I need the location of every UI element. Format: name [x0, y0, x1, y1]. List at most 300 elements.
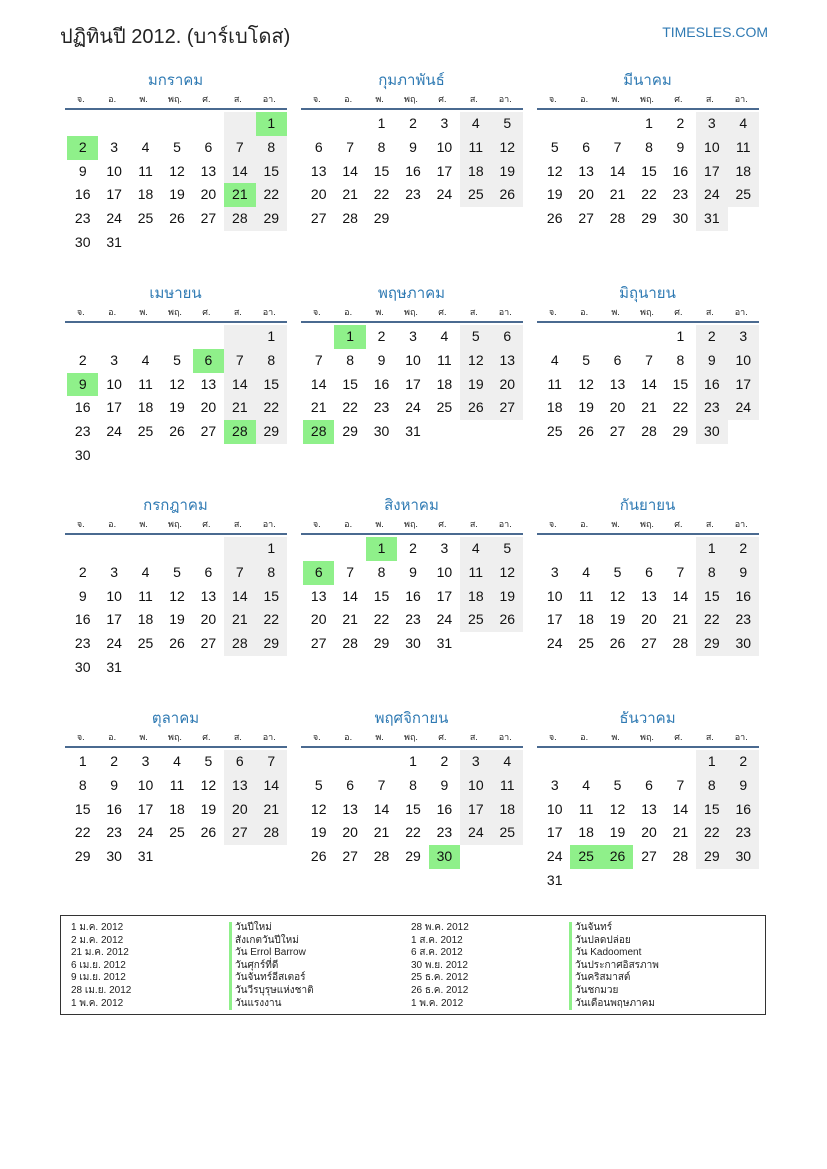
day-cell[interactable]: 7 [224, 349, 255, 373]
day-cell[interactable]: 27 [224, 821, 255, 845]
day-cell[interactable]: 19 [310, 824, 327, 841]
day-cell[interactable]: 22 [342, 399, 358, 416]
day-cell[interactable]: 14 [373, 800, 390, 817]
day-cell[interactable]: 29 [641, 210, 657, 227]
day-cell[interactable]: 23 [696, 396, 727, 420]
day-cell[interactable]: 30 [728, 845, 759, 869]
day-cell[interactable]: 21 [373, 824, 390, 841]
day-cell[interactable]: 18 [578, 611, 594, 628]
day-cell[interactable]: 12 [578, 375, 594, 392]
day-cell[interactable]: 4 [440, 328, 449, 344]
day-cell[interactable]: 20 [578, 186, 594, 203]
day-cell[interactable]: 17 [546, 824, 563, 841]
day-cell[interactable]: 10 [106, 587, 122, 604]
day-cell[interactable]: 29 [256, 207, 287, 231]
day-cell[interactable]: 16 [74, 399, 91, 416]
day-cell[interactable]: 31 [106, 233, 122, 250]
day-cell[interactable]: 21 [310, 399, 327, 416]
day-cell[interactable]: 18 [436, 375, 453, 392]
day-cell[interactable]: 13 [641, 587, 657, 604]
day-cell[interactable]: 9 [440, 776, 449, 793]
holiday-day-cell[interactable]: 26 [602, 845, 633, 869]
day-cell[interactable]: 10 [137, 776, 154, 793]
day-cell[interactable]: 26 [169, 423, 185, 440]
day-cell[interactable]: 22 [405, 824, 421, 841]
day-cell[interactable]: 29 [696, 632, 727, 656]
day-cell[interactable]: 30 [74, 658, 91, 675]
day-cell[interactable]: 5 [613, 563, 622, 580]
day-cell[interactable]: 20 [342, 824, 358, 841]
day-cell[interactable]: 15 [256, 160, 287, 184]
day-cell[interactable]: 7 [314, 351, 323, 368]
day-cell[interactable]: 3 [696, 112, 727, 136]
day-cell[interactable]: 12 [310, 800, 327, 817]
day-cell[interactable]: 11 [578, 587, 594, 604]
day-cell[interactable]: 28 [672, 848, 689, 865]
day-cell[interactable]: 3 [460, 750, 491, 774]
day-cell[interactable]: 6 [582, 138, 591, 155]
day-cell[interactable]: 29 [256, 420, 287, 444]
day-cell[interactable]: 27 [609, 423, 626, 440]
day-cell[interactable]: 29 [373, 635, 390, 652]
day-cell[interactable]: 5 [582, 351, 591, 368]
day-cell[interactable]: 26 [200, 824, 217, 841]
day-cell[interactable]: 26 [492, 608, 523, 632]
day-cell[interactable]: 6 [224, 750, 255, 774]
day-cell[interactable]: 24 [460, 821, 491, 845]
day-cell[interactable]: 2 [696, 325, 727, 349]
day-cell[interactable]: 30 [373, 423, 390, 440]
day-cell[interactable]: 10 [436, 138, 453, 155]
day-cell[interactable]: 3 [728, 325, 759, 349]
day-cell[interactable]: 14 [609, 162, 626, 179]
day-cell[interactable]: 17 [728, 373, 759, 397]
day-cell[interactable]: 13 [200, 375, 217, 392]
day-cell[interactable]: 26 [609, 635, 626, 652]
day-cell[interactable]: 19 [460, 373, 491, 397]
day-cell[interactable]: 5 [492, 112, 523, 136]
day-cell[interactable]: 6 [346, 776, 355, 793]
day-cell[interactable]: 2 [377, 328, 386, 344]
day-cell[interactable]: 25 [137, 635, 154, 652]
day-cell[interactable]: 28 [342, 210, 358, 227]
day-cell[interactable]: 26 [546, 210, 563, 227]
day-cell[interactable]: 16 [106, 800, 122, 817]
day-cell[interactable]: 9 [409, 138, 417, 155]
day-cell[interactable]: 27 [641, 848, 657, 865]
day-cell[interactable]: 21 [609, 186, 626, 203]
day-cell[interactable]: 22 [256, 396, 287, 420]
day-cell[interactable]: 4 [141, 351, 150, 368]
day-cell[interactable]: 15 [696, 585, 727, 609]
day-cell[interactable]: 24 [546, 635, 563, 652]
day-cell[interactable]: 4 [492, 750, 523, 774]
day-cell[interactable]: 8 [256, 136, 287, 160]
day-cell[interactable]: 15 [405, 800, 421, 817]
day-cell[interactable]: 23 [373, 399, 390, 416]
day-cell[interactable]: 18 [460, 585, 491, 609]
day-cell[interactable]: 1 [409, 753, 417, 769]
day-cell[interactable]: 10 [696, 136, 727, 160]
day-cell[interactable]: 12 [200, 776, 217, 793]
day-cell[interactable]: 15 [256, 585, 287, 609]
day-cell[interactable]: 23 [74, 210, 91, 227]
day-cell[interactable]: 7 [224, 561, 255, 585]
day-cell[interactable]: 23 [728, 821, 759, 845]
day-cell[interactable]: 9 [78, 587, 87, 604]
day-cell[interactable]: 8 [377, 138, 386, 155]
day-cell[interactable]: 11 [138, 375, 153, 392]
day-cell[interactable]: 3 [141, 753, 150, 769]
day-cell[interactable]: 7 [224, 136, 255, 160]
day-cell[interactable]: 2 [409, 115, 417, 131]
day-cell[interactable]: 19 [492, 160, 523, 184]
day-cell[interactable]: 2 [78, 563, 87, 580]
holiday-day-cell[interactable]: 2 [67, 136, 98, 160]
day-cell[interactable]: 21 [342, 611, 358, 628]
day-cell[interactable]: 28 [342, 635, 358, 652]
holiday-day-cell[interactable]: 28 [303, 420, 334, 444]
day-cell[interactable]: 14 [256, 774, 287, 798]
day-cell[interactable]: 13 [609, 375, 626, 392]
holiday-day-cell[interactable]: 25 [570, 845, 601, 869]
day-cell[interactable]: 13 [200, 162, 217, 179]
day-cell[interactable]: 10 [546, 587, 563, 604]
day-cell[interactable]: 6 [492, 325, 523, 349]
day-cell[interactable]: 13 [342, 800, 358, 817]
day-cell[interactable]: 30 [728, 632, 759, 656]
day-cell[interactable]: 11 [460, 561, 491, 585]
day-cell[interactable]: 3 [110, 138, 119, 155]
day-cell[interactable]: 11 [547, 375, 562, 392]
day-cell[interactable]: 27 [310, 635, 327, 652]
holiday-day-cell[interactable]: 28 [224, 420, 255, 444]
day-cell[interactable]: 9 [78, 162, 87, 179]
day-cell[interactable]: 25 [578, 635, 594, 652]
day-cell[interactable]: 6 [645, 776, 653, 793]
day-cell[interactable]: 22 [696, 608, 727, 632]
day-cell[interactable]: 16 [436, 800, 453, 817]
day-cell[interactable]: 12 [492, 561, 523, 585]
day-cell[interactable]: 25 [169, 824, 185, 841]
day-cell[interactable]: 5 [492, 537, 523, 561]
day-cell[interactable]: 27 [200, 635, 217, 652]
day-cell[interactable]: 17 [436, 162, 453, 179]
day-cell[interactable]: 16 [696, 373, 727, 397]
day-cell[interactable]: 27 [310, 210, 327, 227]
day-cell[interactable]: 8 [676, 351, 685, 368]
day-cell[interactable]: 31 [436, 635, 453, 652]
day-cell[interactable]: 3 [550, 563, 559, 580]
day-cell[interactable]: 4 [460, 537, 491, 561]
day-cell[interactable]: 22 [696, 821, 727, 845]
day-cell[interactable]: 22 [256, 183, 287, 207]
day-cell[interactable]: 11 [138, 162, 153, 179]
day-cell[interactable]: 13 [641, 800, 657, 817]
day-cell[interactable]: 16 [373, 375, 390, 392]
day-cell[interactable]: 1 [696, 750, 727, 774]
day-cell[interactable]: 28 [672, 635, 689, 652]
day-cell[interactable]: 15 [256, 373, 287, 397]
day-cell[interactable]: 31 [405, 423, 421, 440]
day-cell[interactable]: 20 [609, 399, 626, 416]
day-cell[interactable]: 5 [460, 325, 491, 349]
day-cell[interactable]: 23 [74, 423, 91, 440]
day-cell[interactable]: 15 [641, 162, 657, 179]
day-cell[interactable]: 4 [582, 563, 591, 580]
day-cell[interactable]: 10 [436, 563, 453, 580]
day-cell[interactable]: 26 [460, 396, 491, 420]
day-cell[interactable]: 23 [405, 611, 421, 628]
day-cell[interactable]: 5 [613, 776, 622, 793]
day-cell[interactable]: 18 [546, 399, 563, 416]
day-cell[interactable]: 21 [672, 611, 689, 628]
day-cell[interactable]: 9 [377, 351, 386, 368]
day-cell[interactable]: 1 [78, 753, 87, 769]
day-cell[interactable]: 12 [169, 375, 185, 392]
day-cell[interactable]: 26 [169, 210, 185, 227]
day-cell[interactable]: 1 [696, 537, 727, 561]
day-cell[interactable]: 14 [342, 162, 358, 179]
day-cell[interactable]: 24 [436, 611, 453, 628]
day-cell[interactable]: 10 [728, 349, 759, 373]
day-cell[interactable]: 30 [74, 233, 91, 250]
day-cell[interactable]: 8 [78, 776, 87, 793]
holiday-day-cell[interactable]: 1 [334, 325, 365, 349]
day-cell[interactable]: 11 [138, 587, 153, 604]
day-cell[interactable]: 12 [546, 162, 563, 179]
day-cell[interactable]: 15 [74, 800, 91, 817]
day-cell[interactable]: 24 [728, 396, 759, 420]
day-cell[interactable]: 12 [609, 587, 626, 604]
day-cell[interactable]: 21 [224, 608, 255, 632]
day-cell[interactable]: 23 [405, 186, 421, 203]
day-cell[interactable]: 9 [696, 349, 727, 373]
holiday-day-cell[interactable]: 30 [429, 845, 460, 869]
day-cell[interactable]: 21 [224, 396, 255, 420]
day-cell[interactable]: 17 [696, 160, 727, 184]
day-cell[interactable]: 28 [609, 210, 626, 227]
day-cell[interactable]: 16 [728, 798, 759, 822]
day-cell[interactable]: 26 [492, 183, 523, 207]
day-cell[interactable]: 13 [578, 162, 594, 179]
day-cell[interactable]: 22 [74, 824, 91, 841]
day-cell[interactable]: 25 [492, 821, 523, 845]
day-cell[interactable]: 1 [676, 328, 685, 344]
day-cell[interactable]: 18 [137, 186, 154, 203]
holiday-day-cell[interactable]: 1 [366, 537, 397, 561]
day-cell[interactable]: 29 [672, 423, 689, 440]
day-cell[interactable]: 17 [106, 611, 122, 628]
day-cell[interactable]: 29 [74, 848, 91, 865]
day-cell[interactable]: 6 [204, 138, 213, 155]
day-cell[interactable]: 1 [256, 537, 287, 561]
day-cell[interactable]: 10 [460, 774, 491, 798]
day-cell[interactable]: 14 [310, 375, 327, 392]
day-cell[interactable]: 16 [74, 611, 91, 628]
day-cell[interactable]: 3 [409, 328, 417, 344]
day-cell[interactable]: 14 [224, 585, 255, 609]
day-cell[interactable]: 16 [405, 587, 421, 604]
day-cell[interactable]: 2 [78, 351, 87, 368]
day-cell[interactable]: 12 [609, 800, 626, 817]
day-cell[interactable]: 26 [169, 635, 185, 652]
day-cell[interactable]: 20 [492, 373, 523, 397]
day-cell[interactable]: 30 [74, 446, 91, 463]
day-cell[interactable]: 20 [641, 824, 657, 841]
day-cell[interactable]: 8 [377, 563, 386, 580]
day-cell[interactable]: 2 [409, 540, 417, 556]
day-cell[interactable]: 28 [373, 848, 390, 865]
day-cell[interactable]: 12 [169, 162, 185, 179]
day-cell[interactable]: 4 [728, 112, 759, 136]
day-cell[interactable]: 27 [492, 396, 523, 420]
day-cell[interactable]: 25 [137, 423, 154, 440]
holiday-day-cell[interactable]: 9 [67, 373, 98, 397]
day-cell[interactable]: 17 [106, 399, 122, 416]
day-cell[interactable]: 31 [546, 871, 563, 888]
day-cell[interactable]: 9 [110, 776, 119, 793]
day-cell[interactable]: 19 [169, 611, 185, 628]
day-cell[interactable]: 20 [200, 186, 217, 203]
day-cell[interactable]: 11 [437, 351, 452, 368]
day-cell[interactable]: 11 [460, 136, 491, 160]
day-cell[interactable]: 20 [310, 611, 327, 628]
day-cell[interactable]: 9 [728, 561, 759, 585]
day-cell[interactable]: 28 [224, 207, 255, 231]
day-cell[interactable]: 7 [346, 138, 355, 155]
day-cell[interactable]: 3 [440, 115, 449, 131]
day-cell[interactable]: 17 [546, 611, 563, 628]
day-cell[interactable]: 3 [110, 563, 119, 580]
day-cell[interactable]: 5 [173, 351, 181, 368]
day-cell[interactable]: 11 [492, 774, 523, 798]
day-cell[interactable]: 18 [137, 399, 154, 416]
day-cell[interactable]: 8 [645, 138, 653, 155]
day-cell[interactable]: 19 [169, 186, 185, 203]
day-cell[interactable]: 5 [204, 753, 213, 769]
day-cell[interactable]: 10 [106, 162, 122, 179]
site-brand-link[interactable]: TIMESLES.COM [662, 24, 768, 40]
day-cell[interactable]: 19 [169, 399, 185, 416]
day-cell[interactable]: 26 [310, 848, 327, 865]
day-cell[interactable]: 19 [546, 186, 563, 203]
day-cell[interactable]: 8 [256, 561, 287, 585]
day-cell[interactable]: 15 [373, 587, 390, 604]
day-cell[interactable]: 25 [460, 183, 491, 207]
day-cell[interactable]: 5 [173, 563, 181, 580]
day-cell[interactable]: 11 [728, 136, 759, 160]
day-cell[interactable]: 10 [106, 375, 122, 392]
day-cell[interactable]: 12 [169, 587, 185, 604]
day-cell[interactable]: 15 [696, 798, 727, 822]
day-cell[interactable]: 13 [310, 162, 327, 179]
day-cell[interactable]: 17 [405, 375, 421, 392]
day-cell[interactable]: 9 [409, 563, 417, 580]
holiday-day-cell[interactable]: 21 [224, 183, 255, 207]
day-cell[interactable]: 2 [110, 753, 119, 769]
day-cell[interactable]: 16 [74, 186, 91, 203]
day-cell[interactable]: 8 [346, 351, 355, 368]
day-cell[interactable]: 3 [440, 540, 449, 556]
day-cell[interactable]: 8 [409, 776, 417, 793]
day-cell[interactable]: 6 [314, 138, 323, 155]
day-cell[interactable]: 31 [696, 207, 727, 231]
day-cell[interactable]: 15 [672, 375, 689, 392]
day-cell[interactable]: 17 [460, 798, 491, 822]
day-cell[interactable]: 28 [641, 423, 657, 440]
day-cell[interactable]: 11 [578, 800, 594, 817]
day-cell[interactable]: 21 [672, 824, 689, 841]
day-cell[interactable]: 20 [641, 611, 657, 628]
day-cell[interactable]: 30 [672, 210, 689, 227]
day-cell[interactable]: 24 [436, 186, 453, 203]
day-cell[interactable]: 20 [310, 186, 327, 203]
day-cell[interactable]: 13 [310, 587, 327, 604]
day-cell[interactable]: 24 [106, 423, 122, 440]
day-cell[interactable]: 4 [141, 138, 150, 155]
day-cell[interactable]: 12 [460, 349, 491, 373]
day-cell[interactable]: 29 [373, 210, 390, 227]
day-cell[interactable]: 3 [550, 776, 559, 793]
day-cell[interactable]: 7 [676, 776, 685, 793]
day-cell[interactable]: 6 [204, 563, 213, 580]
day-cell[interactable]: 25 [546, 423, 563, 440]
day-cell[interactable]: 7 [645, 351, 653, 368]
day-cell[interactable]: 19 [492, 585, 523, 609]
day-cell[interactable]: 25 [728, 183, 759, 207]
day-cell[interactable]: 21 [641, 399, 657, 416]
day-cell[interactable]: 21 [342, 186, 358, 203]
day-cell[interactable]: 10 [546, 800, 563, 817]
day-cell[interactable]: 29 [405, 848, 421, 865]
day-cell[interactable]: 19 [200, 800, 217, 817]
day-cell[interactable]: 1 [645, 115, 653, 131]
day-cell[interactable]: 12 [492, 136, 523, 160]
day-cell[interactable]: 23 [436, 824, 453, 841]
day-cell[interactable]: 7 [346, 563, 355, 580]
day-cell[interactable]: 14 [672, 587, 689, 604]
day-cell[interactable]: 23 [106, 824, 122, 841]
day-cell[interactable]: 27 [578, 210, 594, 227]
day-cell[interactable]: 9 [728, 774, 759, 798]
day-cell[interactable]: 22 [641, 186, 657, 203]
day-cell[interactable]: 3 [110, 351, 119, 368]
day-cell[interactable]: 27 [342, 848, 358, 865]
day-cell[interactable]: 7 [256, 750, 287, 774]
holiday-day-cell[interactable]: 6 [193, 349, 224, 373]
day-cell[interactable]: 22 [672, 399, 689, 416]
day-cell[interactable]: 5 [173, 138, 181, 155]
day-cell[interactable]: 31 [106, 658, 122, 675]
day-cell[interactable]: 22 [373, 611, 390, 628]
day-cell[interactable]: 24 [106, 635, 122, 652]
day-cell[interactable]: 21 [256, 798, 287, 822]
day-cell[interactable]: 30 [106, 848, 122, 865]
day-cell[interactable]: 23 [74, 635, 91, 652]
day-cell[interactable]: 16 [405, 162, 421, 179]
day-cell[interactable]: 16 [728, 585, 759, 609]
day-cell[interactable]: 29 [696, 845, 727, 869]
day-cell[interactable]: 10 [405, 351, 421, 368]
day-cell[interactable]: 24 [106, 210, 122, 227]
day-cell[interactable]: 5 [550, 138, 559, 155]
day-cell[interactable]: 18 [169, 800, 185, 817]
day-cell[interactable]: 28 [256, 821, 287, 845]
day-cell[interactable]: 4 [460, 112, 491, 136]
day-cell[interactable]: 14 [342, 587, 358, 604]
day-cell[interactable]: 15 [373, 162, 390, 179]
